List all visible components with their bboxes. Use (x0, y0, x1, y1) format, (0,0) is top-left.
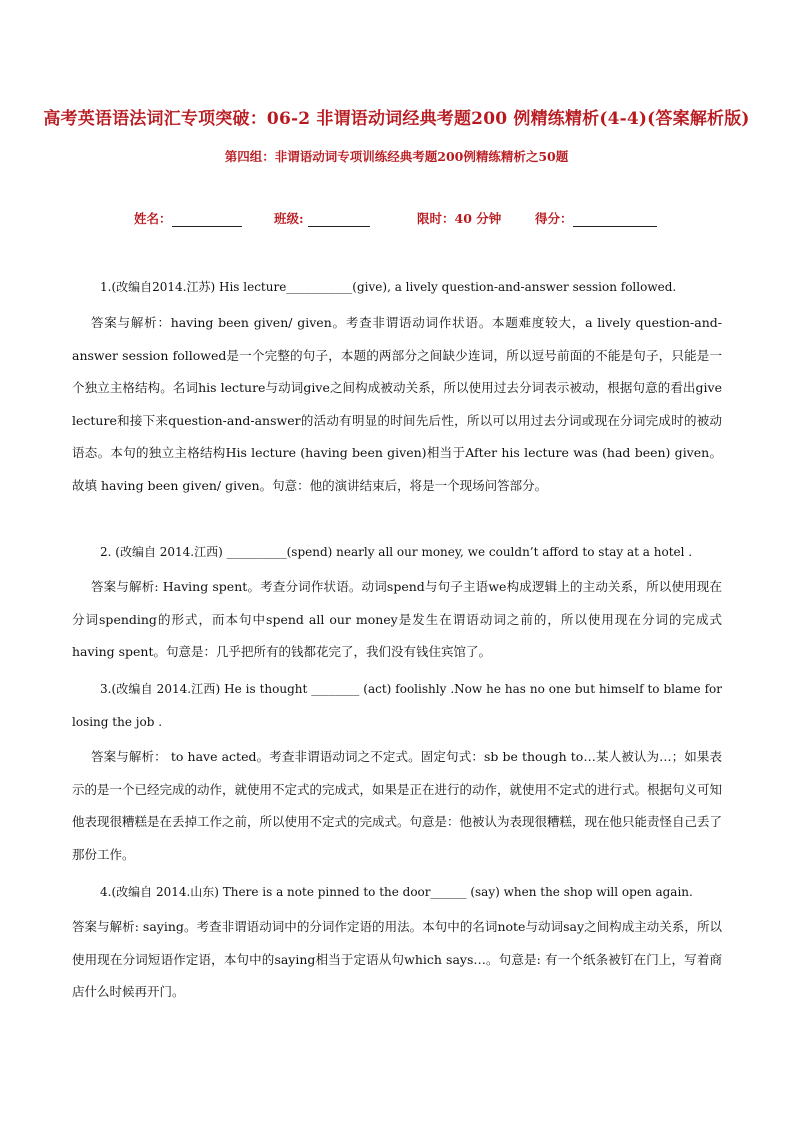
class-blank (308, 212, 370, 227)
answer-2: 答案与解析: Having spent。考查分词作状语。动词spend与句子主语we构成逻辑上的主动关系，所以使用现在分词spending的形式，而本句中spend all our money是发生在谓语动词之前的，所以使用现在分词的完成式having spent。句意是：几乎把所有的钱都花完了，我们没有钱住宾馆了。 (72, 579, 722, 659)
name-field (134, 209, 242, 227)
document-title: 高考英语语法词汇专项突破：06-2 非谓语动词经典考题200 例精练精析(4-4)(答案解析版) (43, 109, 750, 129)
name-label: 姓名： (134, 211, 172, 226)
name-blank (172, 212, 242, 227)
answer-1: 答案与解析：having been given/ given。考查非谓语动词作状语。本题难度较大，a lively question-and-answer session followed是一个完整的句子，本题的两部分之间缺少连词，所以逗号前面的不能是句子，只能是一个独立主格结构。名词his lecture与动词give之间构成被动关系，所以使用过去分词表示被动，根据句意的看出give lecture和接下来question-and-answer的活动有明显的时间先后性，所以可以用过去分词或现在分词完成时的被动语态。本句的独立主格结构His lecture (having been given)相当于After his lecture was (had been) given。故填 having been given/ given。句意：他的演讲结束后，将是一个现场问答部分。 (72, 315, 722, 493)
question-1: 1.(改编自2014.江苏) His lecture___________(give), a lively question-and-answer session followed. (100, 280, 677, 294)
score-label: 得分： (535, 211, 573, 226)
time-limit: 限时：40 分钟 (417, 211, 502, 226)
class-label: 班级: (274, 211, 304, 226)
class-field (274, 209, 370, 227)
question-4: 4.(改编自 2014.山东) There is a note pinned to the door______ (say) when the shop will open again. (100, 885, 693, 899)
document-subtitle: 第四组：非谓语动词专项训练经典考题200例精练精析之50题 (224, 149, 569, 164)
question-2: 2. (改编自 2014.江西) __________(spend) nearly all our money, we couldn’t afford to stay at a hotel . (100, 545, 693, 559)
score-blank (573, 212, 657, 227)
answer-3: 答案与解析： to have acted。考查非谓语动词之不定式。固定句式：sb be though to…某人被认为…；如果表示的是一个已经完成的动作，就使用不定式的完成式，如果是正在进行的动作，就使用不定式的进行式。根据句义可知他表现很糟糕是在丢掉工作之前，所以使用不定式的完成式。句意是：他被认为表现很糟糕，现在他只能责怪自己丢了那份工作。 (72, 749, 723, 862)
question-3: 3.(改编自 2014.江西) He is thought ________ (act) foolishly .Now he has no one but himself to blame for losing the job . (72, 682, 722, 729)
answer-4: 答案与解析: saying。考查非谓语动词中的分词作定语的用法。本句中的名词note与动词say之间构成主动关系，所以使用现在分词短语作定语，本句中的saying相当于定语从句which says…。句意是: 有一个纸条被钉在门上，写着商店什么时候再开门。 (72, 919, 722, 999)
score-field (535, 209, 657, 227)
